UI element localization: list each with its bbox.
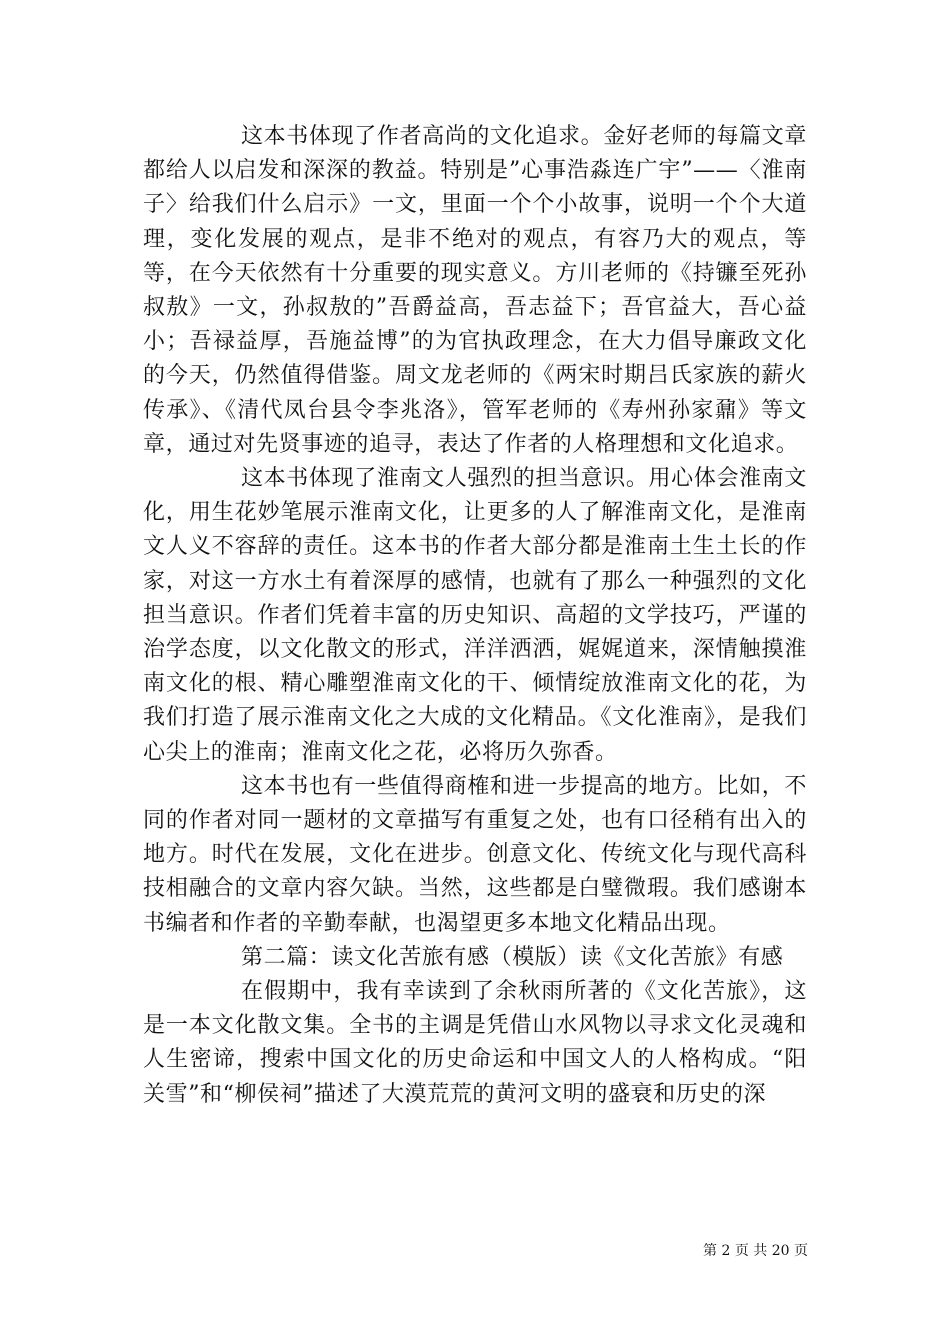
section-heading: 第二篇：读文化苦旅有感（模版）读《文化苦旅》有感 (241, 944, 784, 970)
paragraph-2: 这本书体现了淮南文人强烈的担当意识。用心体会淮南文化，用生花妙笔展示淮南文化，让更多的人了解淮南文化，是淮南文人义不容辞的责任。这本书的作者大部分都是淮南土生土长的作家，对这一方水土有着深厚的感情，也就有了那么一种强烈的文化担当意识。作者们凭着丰富的历史知识、高超的文学技巧，严谨的治学态度，以文化散文的形式，洋洋洒洒，娓娓道来，深情触摸淮南文化的根、精心雕塑淮南文化的干、倾情绽放淮南文化的花，为我们打造了展示淮南文化之大成的文化精品。《文化淮南》，是我们心尖上的淮南；淮南文化之花，必将历久弥香。 (143, 466, 807, 765)
paragraph-1: 这本书体现了作者高尚的文化追求。金好老师的每篇文章都给人以启发和深深的教益。特别是”心事浩淼连广宇”——〈淮南子〉给我们什么启示》一文，里面一个个小故事，说明一个个大道理，变化发展的观点，是非不绝对的观点，有容乃大的观点，等等，在今天依然有十分重要的现实意义。方川老师的《持镰至死孙叔敖》一文，孙叔敖的”吾爵益高，吾志益下；吾官益大，吾心益小；吾禄益厚，吾施益博”的为官执政理念，在大力倡导廉政文化的今天，仍然值得借鉴。周文龙老师的《两宋时期吕氏家族的薪火传承》、《清代凤台县令李兆洛》，管军老师的《寿州孙家鼐》等文章，通过对先贤事迹的追寻，表达了作者的人格理想和文化追求。 (143, 124, 807, 457)
body-text (143, 120, 807, 1112)
paragraph-3: 这本书也有一些值得商榷和进一步提高的地方。比如，不同的作者对同一题材的文章描写有重复之处，也有口径稍有出入的地方。时代在发展，文化在进步。创意文化、传统文化与现代高科技相融合的文章内容欠缺。当然，这些都是白璧微瑕。我们感谢本书编者和作者的辛勤奉献，也渴望更多本地文化精品出现。 (143, 773, 807, 936)
paragraph-4: 在假期中，我有幸读到了余秋雨所著的《文化苦旅》，这是一本文化散文集。全书的主调是凭借山水风物以寻求文化灵魂和人生密谛，搜索中国文化的历史命运和中国文人的人格构成。“阳关雪”和“柳侯祠”描述了大漠荒荒的黄河文明的盛衰和历史的深 (143, 979, 807, 1107)
page-number-footer: 第 2 页 共 20 页 (703, 1243, 808, 1259)
